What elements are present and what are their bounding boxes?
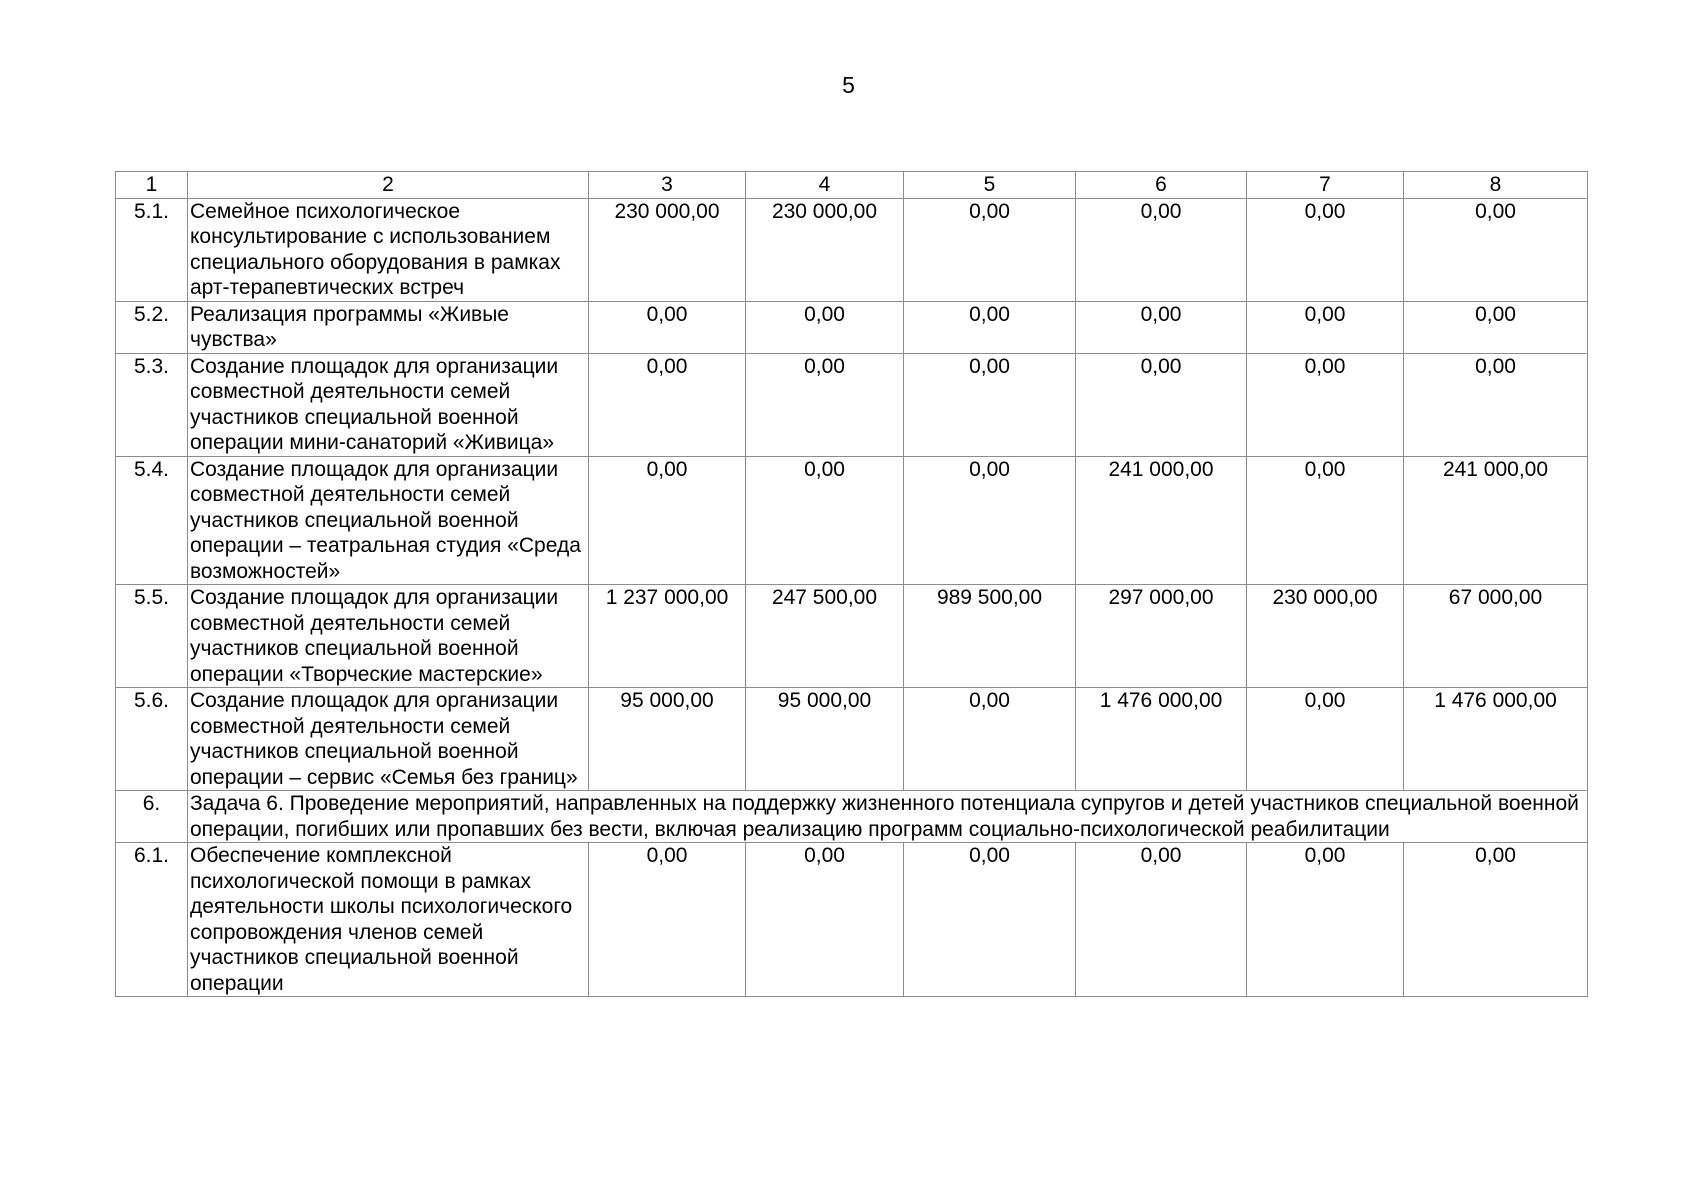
- cell-value: 989 500,00: [904, 585, 1076, 688]
- row-title: Создание площадок для организации совместной деятельности семей участников специальной военной операции – театральная студия «Среда возможностей»: [188, 456, 589, 585]
- table-row: [116, 585, 1588, 688]
- cell-value: 0,00: [589, 843, 746, 997]
- cell-value: 1 237 000,00: [589, 585, 746, 688]
- cell-value: 0,00: [1247, 843, 1404, 997]
- cell-value: 230 000,00: [1247, 585, 1404, 688]
- cell-value: 0,00: [589, 353, 746, 456]
- cell-value: 0,00: [904, 843, 1076, 997]
- cell-value: 0,00: [904, 301, 1076, 353]
- cell-value: 95 000,00: [746, 688, 904, 791]
- cell-value: 0,00: [1076, 301, 1247, 353]
- row-title: Семейное психологическое консультирование с использованием специального оборудования в рамках арт-терапевтических встреч: [188, 198, 589, 301]
- column-header: 4: [746, 172, 904, 199]
- column-header: 7: [1247, 172, 1404, 199]
- cell-value: 67 000,00: [1404, 585, 1588, 688]
- cell-value: 0,00: [1404, 198, 1588, 301]
- cell-value: 0,00: [1247, 353, 1404, 456]
- column-header: 6: [1076, 172, 1247, 199]
- task-row: [116, 791, 1588, 843]
- cell-value: 0,00: [1076, 198, 1247, 301]
- cell-value: 0,00: [1404, 353, 1588, 456]
- table-row: [116, 353, 1588, 456]
- cell-value: 0,00: [904, 688, 1076, 791]
- row-title: Создание площадок для организации совместной деятельности семей участников специальной военной операции мини-санаторий «Живица»: [188, 353, 589, 456]
- column-header: 1: [116, 172, 188, 199]
- row-number: 5.5.: [116, 585, 188, 688]
- cell-value: 241 000,00: [1076, 456, 1247, 585]
- cell-value: 95 000,00: [589, 688, 746, 791]
- column-header: 3: [589, 172, 746, 199]
- cell-value: 0,00: [746, 353, 904, 456]
- cell-value: 0,00: [904, 198, 1076, 301]
- cell-value: 0,00: [589, 456, 746, 585]
- row-number: 5.6.: [116, 688, 188, 791]
- row-number: 6.: [116, 791, 188, 843]
- cell-value: 0,00: [1076, 843, 1247, 997]
- column-header: 2: [188, 172, 589, 199]
- cell-value: 0,00: [1247, 198, 1404, 301]
- cell-value: 230 000,00: [589, 198, 746, 301]
- column-header: 5: [904, 172, 1076, 199]
- table-header-row: [116, 172, 1588, 199]
- row-title: Создание площадок для организации совместной деятельности семей участников специальной военной операции «Творческие мастерские»: [188, 585, 589, 688]
- cell-value: 0,00: [1404, 843, 1588, 997]
- cell-value: 0,00: [746, 301, 904, 353]
- table-row: [116, 456, 1588, 585]
- cell-value: 0,00: [904, 353, 1076, 456]
- cell-value: 247 500,00: [746, 585, 904, 688]
- cell-value: 0,00: [746, 843, 904, 997]
- row-title: Обеспечение комплексной психологической помощи в рамках деятельности школы психологического сопровождения членов семей участников специальной военной операции: [188, 843, 589, 997]
- row-title: Создание площадок для организации совместной деятельности семей участников специальной военной операции – сервис «Семья без границ»: [188, 688, 589, 791]
- table-row: [116, 198, 1588, 301]
- table-row: [116, 688, 1588, 791]
- row-number: 5.1.: [116, 198, 188, 301]
- column-header: 8: [1404, 172, 1588, 199]
- cell-value: 0,00: [1404, 301, 1588, 353]
- row-number: 6.1.: [116, 843, 188, 997]
- cell-value: 297 000,00: [1076, 585, 1247, 688]
- cell-value: 0,00: [589, 301, 746, 353]
- cell-value: 1 476 000,00: [1404, 688, 1588, 791]
- cell-value: 230 000,00: [746, 198, 904, 301]
- row-title: Реализация программы «Живые чувства»: [188, 301, 589, 353]
- row-number: 5.2.: [116, 301, 188, 353]
- task-description: Задача 6. Проведение мероприятий, направленных на поддержку жизненного потенциала супругов и детей участников специальной военной операции, погибших или пропавших без вести, включая реализацию программ социально-психологической реабилитации: [188, 791, 1588, 843]
- cell-value: 0,00: [904, 456, 1076, 585]
- table-row: [116, 843, 1588, 997]
- cell-value: 0,00: [1247, 456, 1404, 585]
- cell-value: 0,00: [1247, 688, 1404, 791]
- budget-table: [115, 171, 1588, 997]
- cell-value: 1 476 000,00: [1076, 688, 1247, 791]
- page-number: 5: [842, 72, 855, 98]
- cell-value: 241 000,00: [1404, 456, 1588, 585]
- cell-value: 0,00: [1247, 301, 1404, 353]
- row-number: 5.4.: [116, 456, 188, 585]
- cell-value: 0,00: [1076, 353, 1247, 456]
- table-row: [116, 301, 1588, 353]
- row-number: 5.3.: [116, 353, 188, 456]
- cell-value: 0,00: [746, 456, 904, 585]
